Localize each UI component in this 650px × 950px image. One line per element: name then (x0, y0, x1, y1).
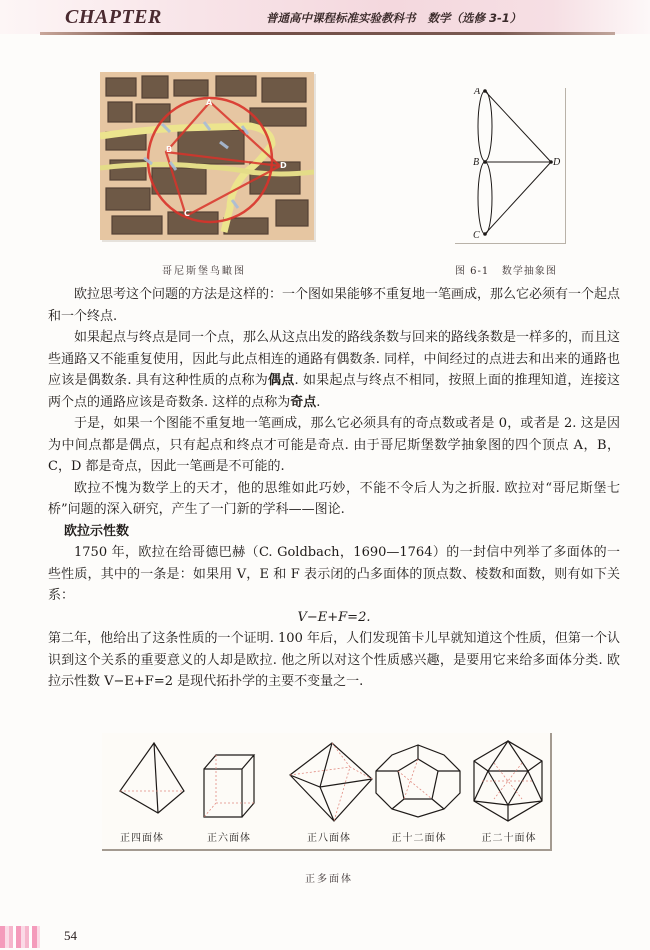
chapter-label: CHAPTER (65, 6, 162, 28)
term-odd-point: 奇点 (290, 394, 317, 410)
map-caption: 哥尼斯堡鸟瞰图 (162, 266, 246, 277)
book-title: 普通高中课程标准实验教科书 数学（选修 3-1） (266, 11, 522, 25)
poly-label-dodecahedron: 正十二面体 (391, 833, 447, 844)
page-number: 54 (64, 928, 77, 943)
paragraph-5: 1750 年，欧拉在给哥德巴赫（C. Goldbach，1690—1764）的一封信中列举了多面体的一些性质，其中的一条是：如果用 V，E 和 F 表示闭的凸多面体的顶点数、棱数和面数，则有如下关系： (48, 545, 620, 603)
section-heading: 欧拉示性数 (64, 523, 130, 539)
paragraph-2: 如果起点与终点是同一个点，那么从这点出发的路线条数与回来的路线条数是一样多的，而且这些通路又不能重复使用，因此与此点相连的通路有偶数条. 同样，中间经过的点进去和出来的通路也应该是偶数条. 具有这种性质的点称为偶点. 如果起点与终点不相同，按照上面的推理知道，连接这两个点的通路应该是奇数条. 这样的点称为奇点. (48, 330, 621, 410)
poly-label-icosahedron: 正二十面体 (481, 833, 537, 844)
term-even-point: 偶点 (268, 373, 295, 388)
polyhedra-figure (102, 733, 552, 851)
header-rule (40, 32, 615, 35)
vertex-a-label: A (474, 88, 481, 97)
paragraph-4: 欧拉不愧为数学上的天才，他的思维如此巧妙，不能不令后人为之折服. 欧拉对“哥尼斯堡七桥”问题的深入研究，产生了一门新的学科——图论. (48, 480, 620, 517)
poly-label-tetrahedron: 正四面体 (120, 833, 164, 844)
graph-caption: 图 6-1 数学抽象图 (455, 266, 557, 277)
vertex-c-label: C (473, 230, 480, 241)
body-text (48, 284, 620, 693)
paragraph-3: 于是，如果一个图能不重复地一笔画成，那么它必须具有的奇点数或者是 0，或者是 2. 这是因为中间点都是偶点，只有起点和终点才可能是奇点. 由于哥尼斯堡数学抽象图的四个顶点 A，B，C，D 都是奇点，因此一笔画是不可能的. (48, 416, 620, 474)
map-label-a: A (206, 98, 213, 107)
poly-label-octahedron: 正八面体 (307, 833, 351, 844)
euler-equation: V−E+F=2. (297, 609, 371, 625)
konigsberg-map-image (100, 72, 314, 240)
paragraph-1: 欧拉思考这个问题的方法是这样的：一个图如果能够不重复地一笔画成，那么它必须有一个起点和一个终点. (48, 287, 621, 324)
abstract-graph-figure (455, 88, 566, 244)
poly-label-cube: 正六面体 (207, 833, 251, 844)
map-label-c: C (184, 209, 190, 218)
map-label-d: D (280, 161, 287, 170)
map-label-b: B (166, 145, 173, 154)
paragraph-6: 第二年，他给出了这条性质的一个证明. 100 年后，人们发现笛卡儿早就知道这个性质，但第一个认识到这个关系的重要意义的人却是欧拉. 他之所以对这个性质感兴趣，是要用它来给多面体分类. 欧拉示性数 V−E+F=2 是现代拓扑学的主要不变量之一. (48, 631, 620, 689)
vertex-d-label: D (553, 157, 561, 168)
page-edge-stripe (0, 926, 40, 948)
vertex-b-label: B (473, 157, 480, 168)
polyhedra-caption: 正多面体 (305, 874, 353, 885)
